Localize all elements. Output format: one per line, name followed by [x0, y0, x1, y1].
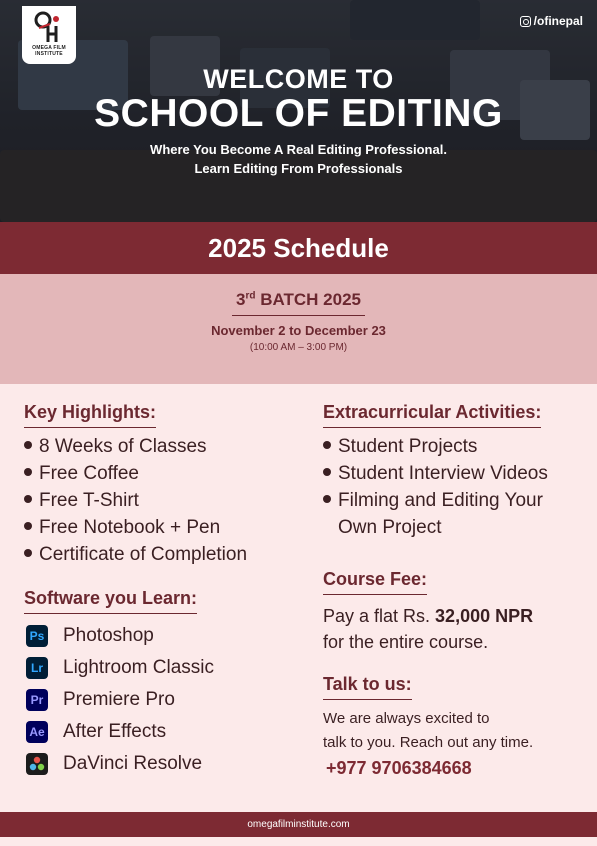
batch-info [0, 274, 597, 384]
list-item-continuation: Own Project [338, 517, 442, 538]
schedule-band [0, 222, 597, 274]
contact-title: Talk to us: [323, 674, 412, 700]
logo-text: OMEGA FILM INSTITUTE [32, 45, 66, 57]
extracurricular-title: Extracurricular Activities: [323, 402, 541, 428]
school-title: SCHOOL OF EDITING [94, 92, 503, 135]
extracurricular-list [323, 433, 548, 541]
tagline-line2: Learn Editing From Professionals [194, 161, 403, 176]
social-handle-text: /ofinepal [533, 14, 583, 28]
software-item-photoshop [26, 620, 214, 652]
lightroom-icon: Lr [26, 657, 48, 679]
premiere-icon: Pr [26, 689, 48, 711]
fee-description: Pay a flat Rs. 32,000 NPR for the entire course. [323, 606, 534, 652]
list-item: Student Interview Videos [323, 460, 548, 487]
website-link[interactable]: omegafilminstitute.com [247, 819, 350, 830]
contact-description: We are always excited to talk to you. Reach out any time. [323, 710, 534, 751]
instagram-handle[interactable] [520, 14, 583, 28]
list-item: 8 Weeks of Classes [24, 433, 247, 460]
software-label: Photoshop [63, 625, 154, 646]
fee-amount: 32,000 NPR [435, 606, 534, 626]
list-item: Free T-Shirt [24, 487, 247, 514]
welcome-heading: WELCOME TO [203, 64, 394, 94]
logo[interactable] [22, 6, 76, 64]
phone-number[interactable]: +977 9706384668 [326, 758, 472, 778]
software-list [26, 620, 214, 780]
batch-times: (10:00 AM – 3:00 PM) [249, 342, 348, 353]
software-label: Premiere Pro [63, 689, 175, 710]
batch-dates: November 2 to December 23 [211, 323, 386, 338]
fee-title: Course Fee: [323, 569, 427, 595]
software-item-davinci [26, 748, 214, 780]
schedule-title: 2025 Schedule [208, 232, 389, 263]
after-effects-icon: Ae [26, 721, 48, 743]
list-item: Filming and Editing Your [323, 487, 548, 514]
highlights-list [24, 433, 247, 568]
software-label: DaVinci Resolve [63, 753, 203, 774]
highlights-title: Key Highlights: [24, 402, 156, 428]
hero-banner [0, 0, 597, 222]
tagline-line1: Where You Become A Real Editing Professional. [150, 142, 447, 157]
footer [0, 812, 597, 837]
software-label: After Effects [63, 721, 167, 742]
software-item-lightroom [26, 652, 214, 684]
software-title: Software you Learn: [24, 588, 197, 614]
list-item: Free Notebook + Pen [24, 514, 247, 541]
software-item-premiere [26, 684, 214, 716]
hero-tagline [0, 140, 597, 178]
list-item: Free Coffee [24, 460, 247, 487]
list-item: Certificate of Completion [24, 541, 247, 568]
software-label: Lightroom Classic [63, 657, 214, 678]
photoshop-icon: Ps [26, 625, 48, 647]
logo-icon [34, 10, 64, 44]
list-item: Student Projects [323, 433, 548, 460]
software-item-after-effects [26, 716, 214, 748]
instagram-icon [520, 16, 531, 27]
batch-title: 3rd BATCH 2025 [232, 290, 365, 316]
davinci-resolve-icon [26, 753, 48, 775]
